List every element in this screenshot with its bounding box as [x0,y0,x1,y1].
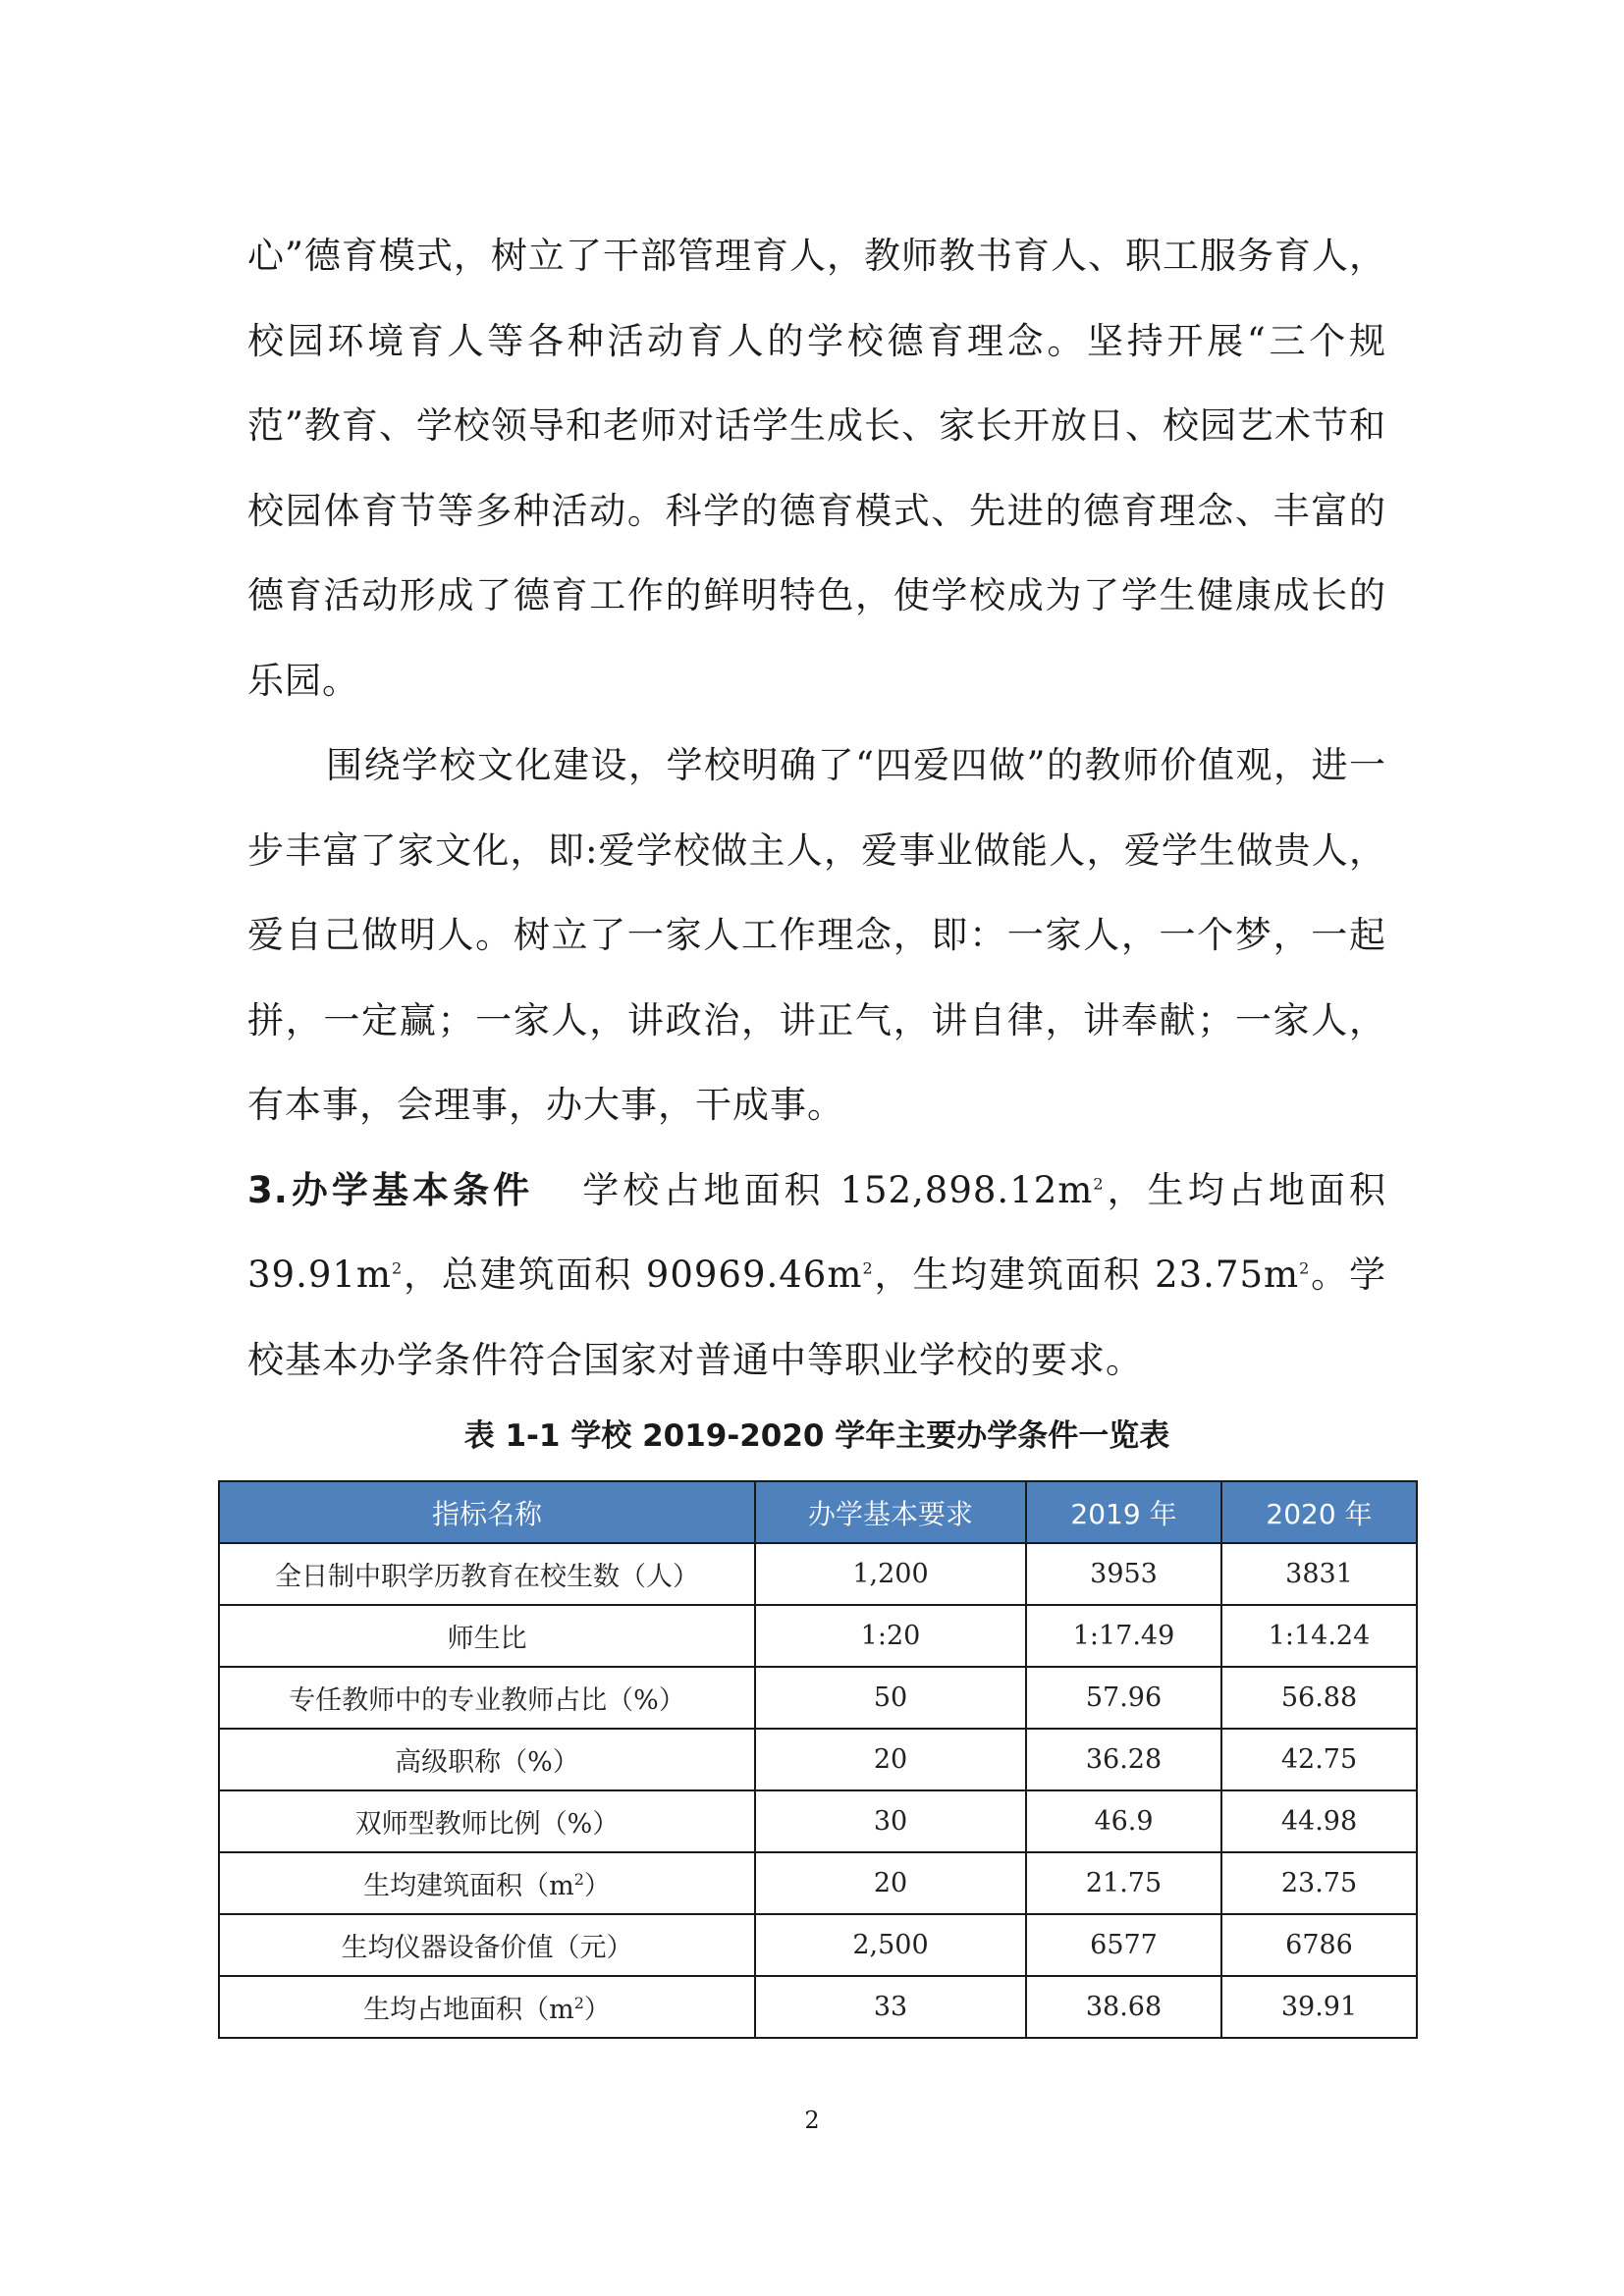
table-row [219,1790,1417,1852]
cell-basic-requirement: 20 [755,1852,1026,1914]
table-header-row [219,1481,1417,1543]
table-row [219,1667,1417,1729]
cell-2020: 23.75 [1221,1852,1417,1914]
cell-2019: 6577 [1026,1914,1221,1976]
document-body [247,214,1386,1403]
cell-2019: 38.68 [1026,1976,1221,2038]
cell-basic-requirement: 2,500 [755,1914,1026,1976]
table-row [219,1729,1417,1790]
cell-2019: 57.96 [1026,1667,1221,1729]
paragraph-basic-conditions: 3.办学基本条件 学校占地面积 $152,898.12m^2$，生均占地面积 $39.91m^2$，总建筑面积 $90969.46m^2$，生均建筑面积 $23.75m^2$。学校基本办学条件符合国家对普通中等职业学校的要求。 [247,1168,1386,1381]
table-row [219,1605,1417,1667]
header-2019: 2019 年 [1026,1481,1221,1543]
paragraph-school-culture: 围绕学校文化建设，学校明确了“四爱四做”的教师价值观，进一步丰富了家文化，即:爱学校做主人，爱事业做能人，爱学生做贵人，爱自己做明人。树立了一家人工作理念，即：一家人，一个梦，一起拼，一定赢；一家人，讲政治，讲正气，讲自律，讲奉献；一家人，有本事，会理事，办大事，干成事。 [247,744,1386,1126]
cell-basic-requirement: 20 [755,1729,1026,1790]
table-row [219,1852,1417,1914]
cell-2019: 21.75 [1026,1852,1221,1914]
section-heading: 3.办学基本条件 [247,1168,534,1211]
paragraph-moral-education: 心”德育模式，树立了干部管理育人，教师教书育人、职工服务育人，校园环境育人等各种活动育人的学校德育理念。坚持开展“三个规范”教育、学校领导和老师对话学生成长、家长开放日、校园艺术节和校园体育节等多种活动。科学的德育模式、先进的德育理念、丰富的德育活动形成了德育工作的鲜明特色，使学校成为了学生健康成长的乐园。 [247,235,1386,702]
cell-basic-requirement: 30 [755,1790,1026,1852]
cell-indicator-name: 双师型教师比例（%） [219,1790,755,1852]
cell-2019: 36.28 [1026,1729,1221,1790]
page-number: 2 [804,2107,820,2134]
table-row [219,1914,1417,1976]
cell-basic-requirement: 50 [755,1667,1026,1729]
header-indicator-name: 指标名称 [219,1481,755,1543]
header-2020: 2020 年 [1221,1481,1417,1543]
conditions-table [218,1480,1418,2039]
cell-basic-requirement: 33 [755,1976,1026,2038]
cell-indicator-name: 生均占地面积$(m^2)$ [219,1976,755,2038]
cell-2020: 6786 [1221,1914,1417,1976]
cell-2020: 44.98 [1221,1790,1417,1852]
cell-2019: 46.9 [1026,1790,1221,1852]
cell-indicator-name: 高级职称（%） [219,1729,755,1790]
cell-basic-requirement: 1,200 [755,1543,1026,1605]
cell-indicator-name: 全日制中职学历教育在校生数（人） [219,1543,755,1605]
cell-indicator-name: 生均仪器设备价值（元） [219,1914,755,1976]
cell-indicator-name: 生均建筑面积$(m^2)$ [219,1852,755,1914]
table-caption: 表 1-1 学校 2019-2020 学年主要办学条件一览表 [463,1418,1170,1454]
cell-indicator-name: 专任教师中的专业教师占比（%） [219,1667,755,1729]
cell-indicator-name: 师生比 [219,1605,755,1667]
table-row [219,1543,1417,1605]
table-row [219,1976,1417,2038]
cell-2020: 39.91 [1221,1976,1417,2038]
cell-basic-requirement: 1:20 [755,1605,1026,1667]
cell-2020: 56.88 [1221,1667,1417,1729]
cell-2020: 3831 [1221,1543,1417,1605]
cell-2019: 1:17.49 [1026,1605,1221,1667]
cell-2019: 3953 [1026,1543,1221,1605]
header-basic-requirement: 办学基本要求 [755,1481,1026,1543]
cell-2020: 1:14.24 [1221,1605,1417,1667]
cell-2020: 42.75 [1221,1729,1417,1790]
